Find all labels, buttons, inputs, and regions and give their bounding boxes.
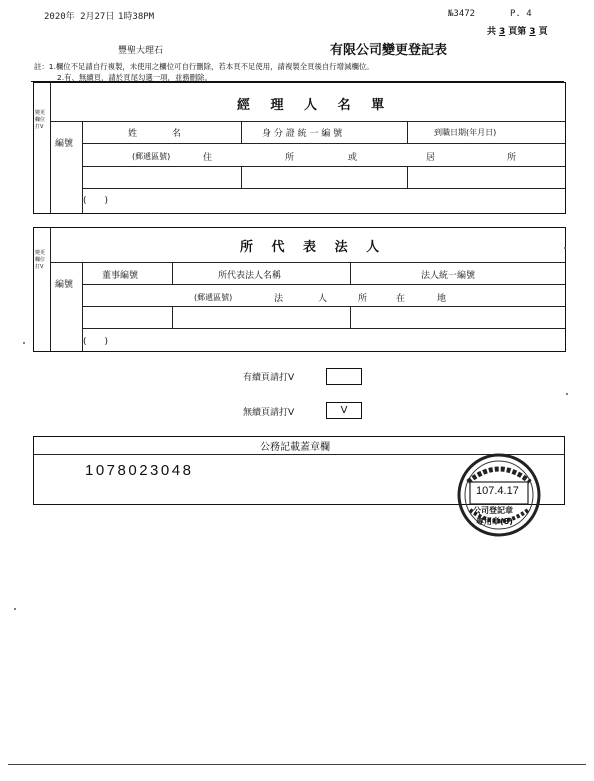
rep-side-label: 變更 欄位 打V [35,250,46,270]
col-rep-name: 所代表法人名稱 [218,271,282,281]
rep-addr-char-3: 所 [358,294,368,304]
manager-title: 經 理 人 名 單 [237,98,393,113]
rep-addr-char-1: 法 [274,294,284,304]
registration-number: 1078023048 [85,462,194,479]
rep-addr-char-4: 在 [396,294,406,304]
no-more-pages-label: 無續頁請打V [243,408,295,418]
fax-time: 1時38PM [118,12,155,22]
has-more-pages-checkbox[interactable] [326,368,362,385]
stamp-bottom-2: 專用章(8) [476,517,513,526]
col-name: 姓 名 [128,129,184,139]
fax-page: P. 4 [510,9,532,19]
no-more-pages-checkbox[interactable]: V [326,402,362,419]
rep-postal-label: (郵遞區號) [194,293,233,302]
bottom-rule [8,764,586,765]
company-name: 豐聖大理石 [118,46,164,56]
rep-paren: ( ) [83,337,109,347]
addr-char-1: 住 [203,153,213,163]
fax-number: №3472 [448,9,476,19]
addr-char-4: 居 [426,153,436,163]
addr-char-2: 所 [285,153,295,163]
scan-speck [14,608,16,610]
form-title: 有限公司變更登記表 [330,43,448,58]
note-1: 註：1.欄位不足請自行複製，未使用之欄位可自行刪除，若本頁不足使用，請複製全頁後自行增減欄位。 [34,62,374,71]
addr-char-5: 所 [507,153,517,163]
stamp-bottom: 公司登記章 [473,506,513,515]
manager-id-label: 編號 [55,139,74,149]
scan-speck [564,247,566,249]
manager-postal-label: (郵遞區號) [132,152,171,161]
stamp-date: 107.4.17 [476,485,519,497]
official-stamp [456,452,542,538]
rep-addr-char-2: 人 [318,294,328,304]
col-start-date: 到職日期(年月日) [434,128,497,137]
addr-char-3: 或 [348,153,358,163]
col-rep-id: 法人統一編號 [421,271,476,281]
manager-paren: ( ) [83,196,109,206]
page-count: 共 3 頁第 3 頁 [487,27,548,37]
col-id-number: 身 分 證 統 一 編 號 [262,129,343,139]
scan-speck [566,393,568,395]
rep-id-label: 編號 [55,280,74,290]
fax-date: 2020年 2月27日 [44,12,115,22]
seal-section-title: 公務記載蓋章欄 [260,442,330,453]
rep-title: 所 代 表 法 人 [240,240,387,255]
scan-speck [23,342,25,344]
note-2: 2.有、無續頁，請於頁尾勾選一項，並務刪除。 [57,73,212,82]
manager-side-label: 變更 欄位 打V [35,110,46,130]
col-director-number: 董事編號 [102,271,139,281]
rep-addr-char-5: 地 [437,294,447,304]
has-more-pages-label: 有續頁請打V [243,373,295,383]
